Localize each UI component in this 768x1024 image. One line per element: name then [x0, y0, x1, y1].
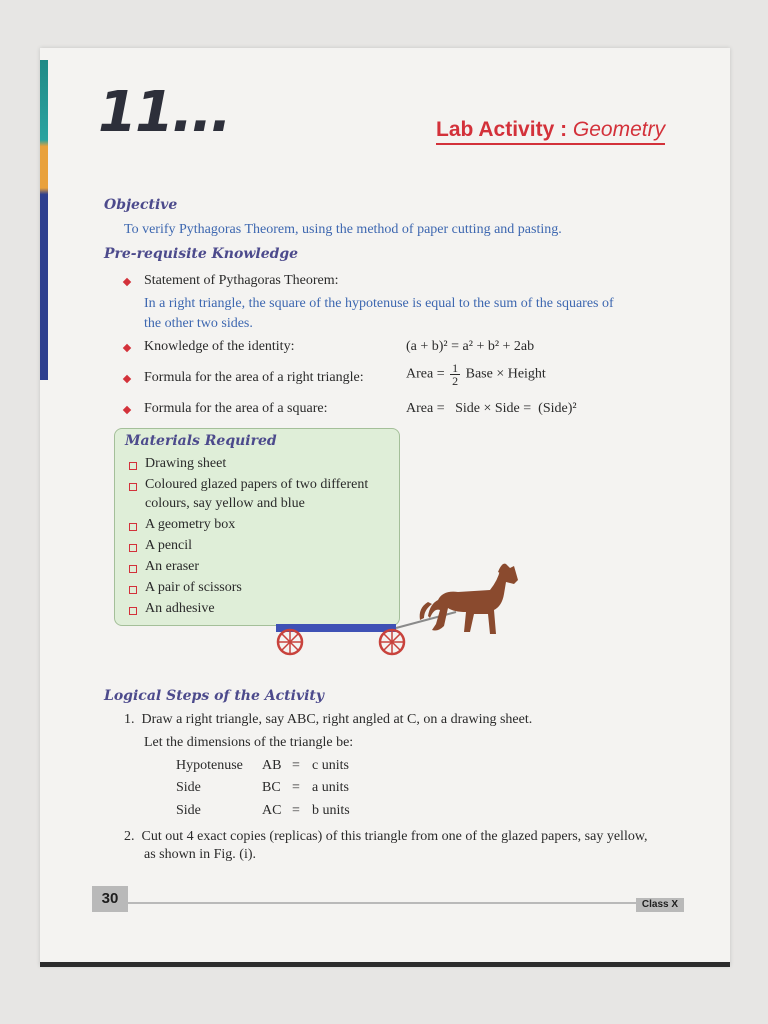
dim-side: AB: [262, 758, 282, 773]
material-item: A pair of scissors: [145, 580, 242, 595]
dim-eq: =: [292, 803, 300, 818]
identity-formula: (a + b)² = a² + b² + 2ab: [406, 339, 535, 354]
checkbox-square-icon: [129, 586, 137, 594]
steps-heading: Logical Steps of the Activity: [104, 688, 324, 704]
step-1: 1. Draw a right triangle, say ABC, right angled at C, on a drawing sheet.: [124, 712, 533, 727]
class-label: Class X: [636, 898, 684, 912]
triangle-area-formula: [406, 362, 546, 387]
dim-side: AC: [262, 803, 282, 818]
material-item: Drawing sheet: [145, 456, 227, 471]
objective-heading: Objective: [104, 197, 178, 213]
checkbox-square-icon: [129, 607, 137, 615]
footer-divider: [128, 902, 638, 904]
theorem-statement-line1: In a right triangle, the square of the hypotenuse is equal to the sum of the squares of: [144, 296, 614, 311]
chapter-number: 11...: [98, 80, 230, 145]
fraction-half: [450, 362, 460, 387]
fraction-denominator: 2: [452, 374, 459, 388]
checkbox-square-icon: [129, 523, 137, 531]
prereq-heading: Pre-requisite Knowledge: [104, 246, 299, 262]
prereq-item-triangle-area: Formula for the area of a right triangle:: [144, 370, 364, 385]
materials-heading: Materials Required: [125, 433, 277, 449]
cart-wheel-icon: [278, 630, 302, 654]
fraction-numerator: 1: [452, 361, 459, 375]
dim-kind: Side: [176, 780, 201, 795]
horse-icon: [420, 564, 518, 634]
material-item-cont: colours, say yellow and blue: [145, 496, 305, 511]
theorem-statement-line2: the other two sides.: [144, 316, 253, 331]
checkbox-square-icon: [129, 565, 137, 573]
dim-value: a units: [312, 780, 349, 795]
material-item: A geometry box: [145, 517, 236, 532]
material-item: An adhesive: [145, 601, 215, 616]
cart-shaft: [396, 612, 456, 628]
step-2-line1: 2. Cut out 4 exact copies (replicas) of this triangle from one of the glazed papers, say yellow,: [124, 829, 648, 844]
triangle-area-suffix: Base × Height: [465, 366, 546, 382]
book-spine-strip: [40, 60, 48, 380]
material-item: Coloured glazed papers of two different: [145, 477, 369, 492]
square-area-formula: Area = Side × Side = (Side)²: [406, 401, 577, 416]
dim-value: b units: [312, 803, 350, 818]
dim-kind: Hypotenuse: [176, 758, 243, 773]
prereq-item-identity: Knowledge of the identity:: [144, 339, 295, 354]
step-1-sub: Let the dimensions of the triangle be:: [144, 735, 354, 750]
horse-cart-illustration: [268, 560, 528, 660]
dim-kind: Side: [176, 803, 201, 818]
dim-value: c units: [312, 758, 349, 773]
dim-side: BC: [262, 780, 281, 795]
prereq-item-square-area: Formula for the area of a square:: [144, 401, 328, 416]
material-item: A pencil: [145, 538, 193, 553]
objective-text: To verify Pythagoras Theorem, using the method of paper cutting and pasting.: [124, 222, 562, 237]
bottom-edge-bar: [40, 962, 730, 967]
triangle-area-prefix: Area =: [406, 366, 445, 382]
prereq-item-theorem: Statement of Pythagoras Theorem:: [144, 273, 339, 288]
dim-eq: =: [292, 780, 300, 795]
page-number: 30: [92, 886, 128, 912]
chapter-title-topic: Geometry: [572, 118, 666, 141]
chapter-title-main: Lab Activity :: [436, 118, 568, 141]
material-item: An eraser: [145, 559, 200, 574]
cart-wheel-icon: [380, 630, 404, 654]
checkbox-square-icon: [129, 544, 137, 552]
checkbox-square-icon: [129, 483, 137, 491]
dim-eq: =: [292, 758, 300, 773]
chapter-title: [436, 118, 665, 145]
step-2-line2: as shown in Fig. (i).: [144, 847, 256, 862]
checkbox-square-icon: [129, 462, 137, 470]
